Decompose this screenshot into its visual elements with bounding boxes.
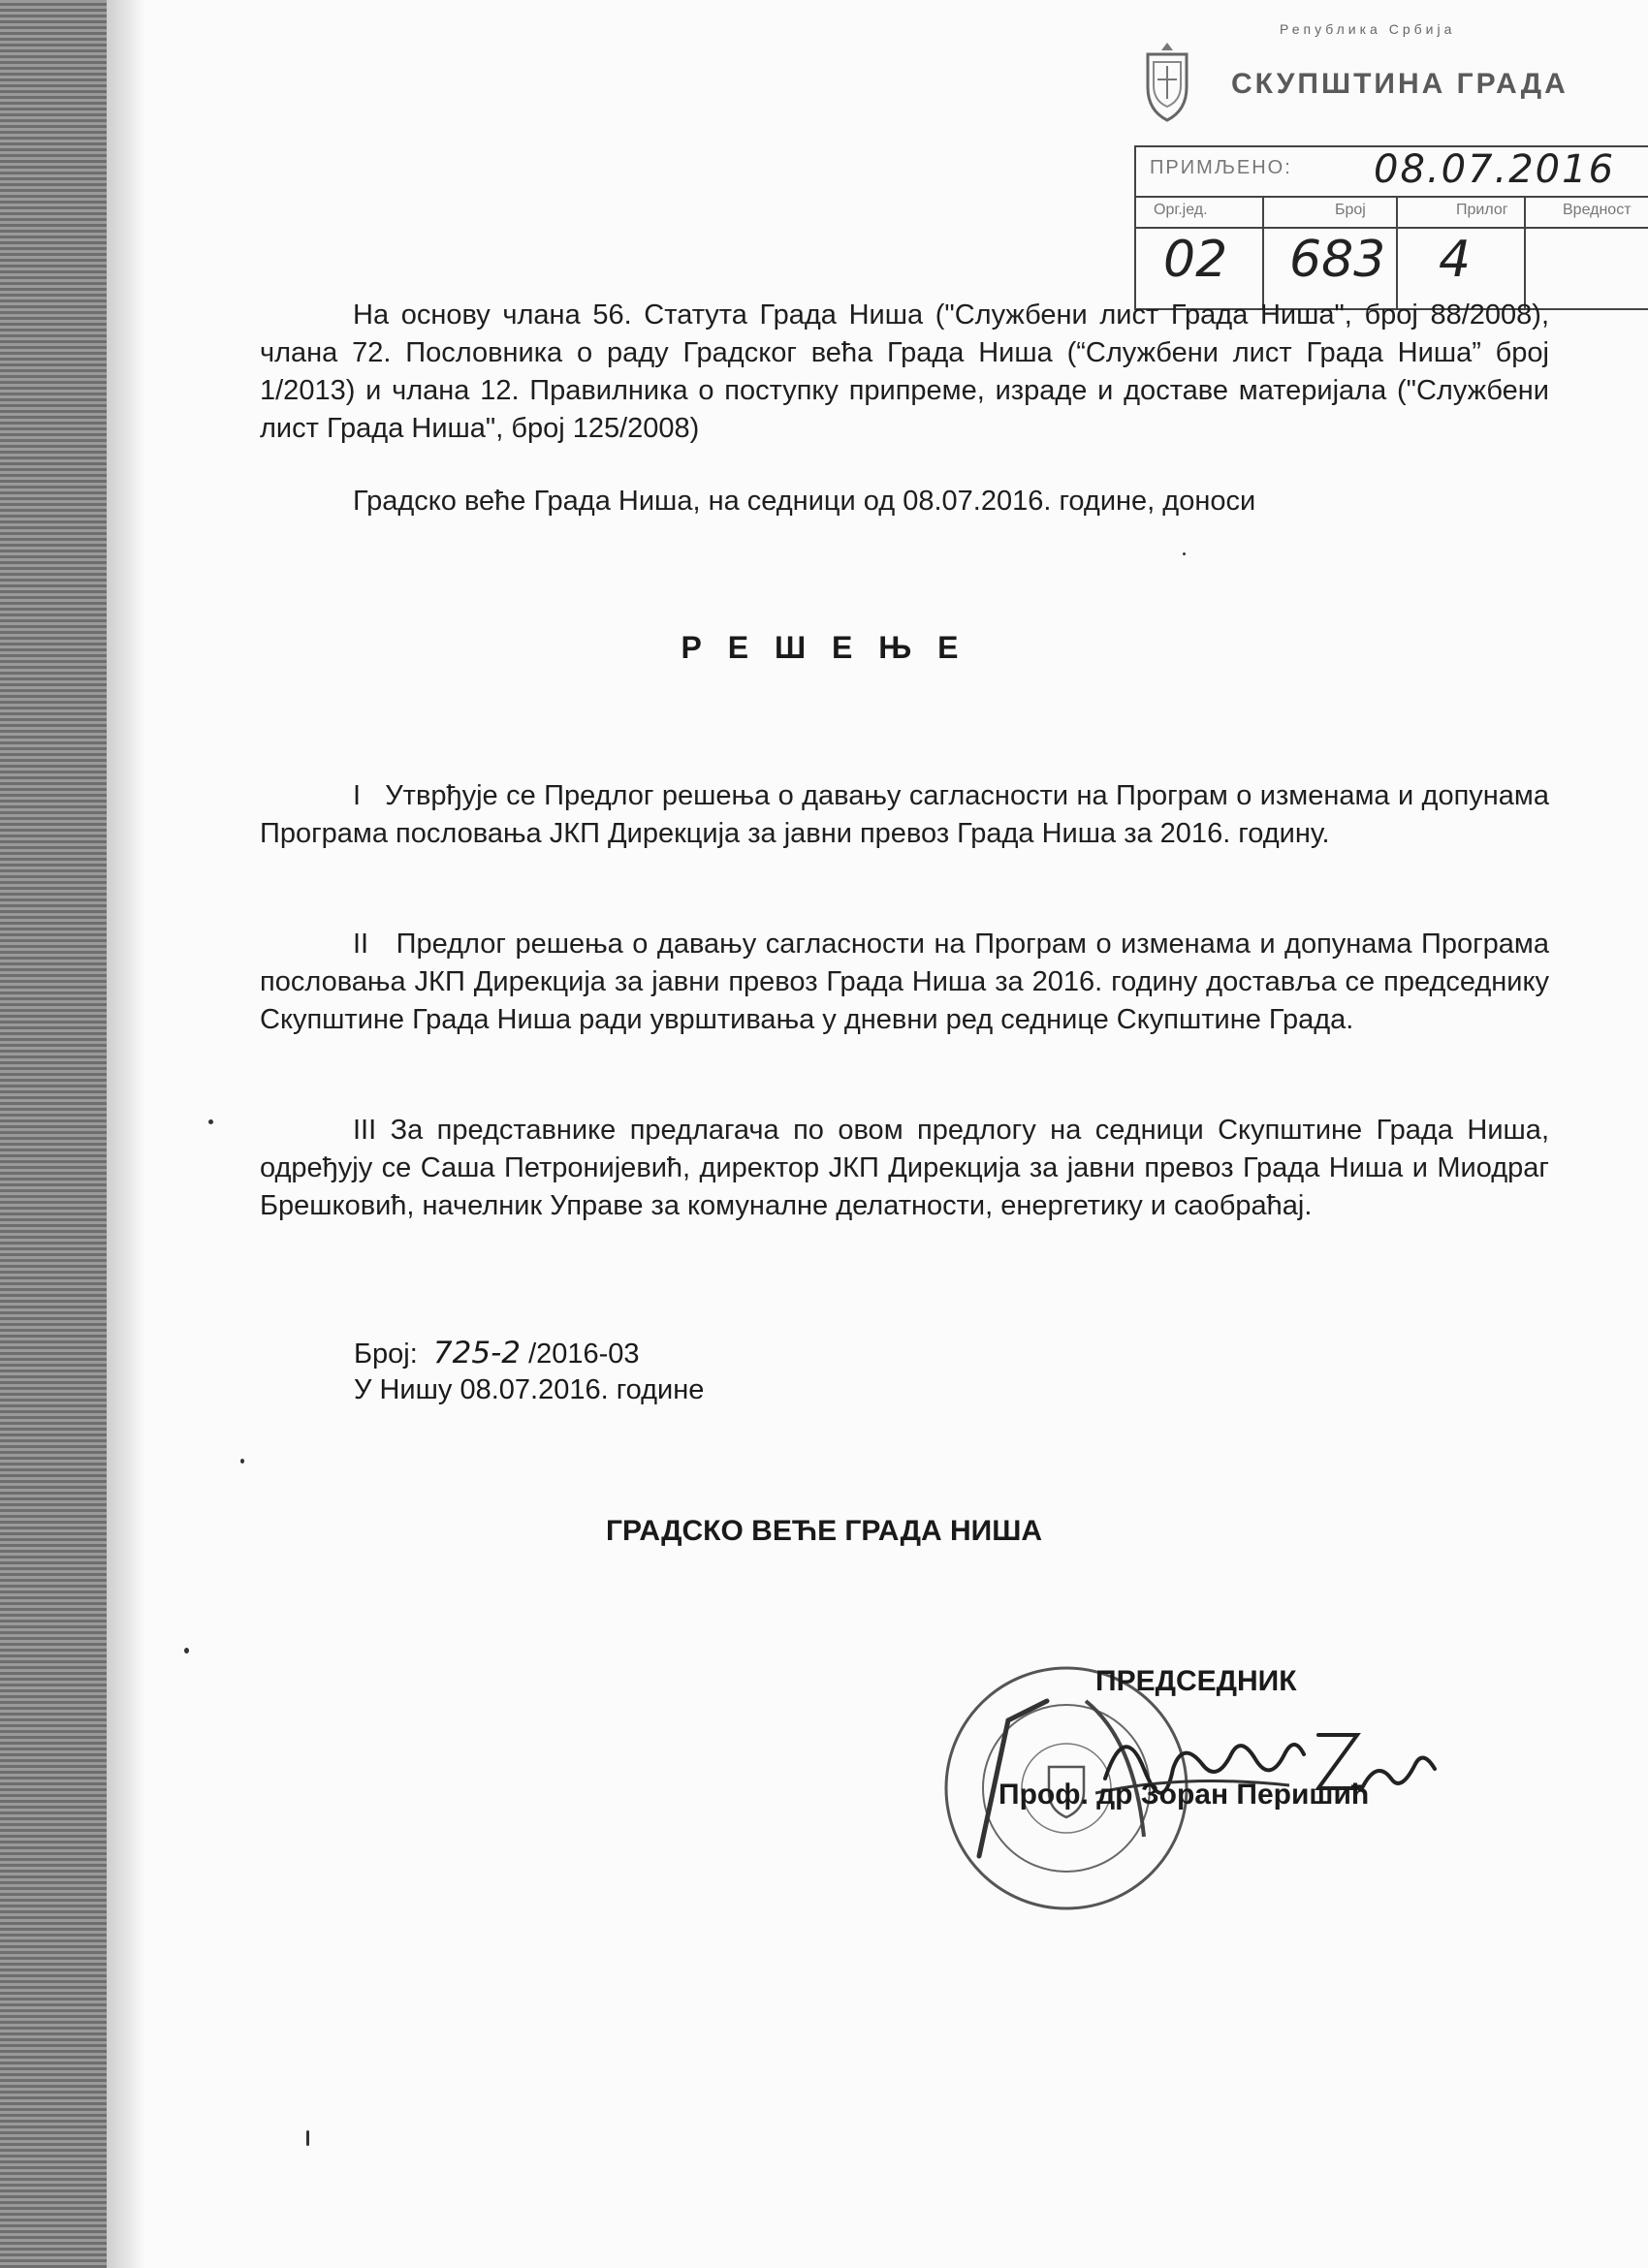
received-label: ПРИМЉЕНО: [1150,157,1292,178]
reference-number-label: Број: [354,1339,418,1370]
section-2 [260,926,1549,1039]
stamp-divider [1524,196,1526,310]
col-value-label: Вредност [1563,202,1632,218]
section-3 [260,1112,1549,1225]
preamble: На основу члана 56. Статута Града Ниша ("Службени лист Града Ниша", број 88/2008), члана 72. Пословника о раду Градског већа Града Ниша (“Службени лист Града Ниша” број 1/2013) и члана 12. Правилника о поступку припреме, израде и доставе материјала ("Службени лист Града Ниша", број 125/2008) [260,299,1549,444]
registration-row-headers [1136,196,1648,229]
section-1 [260,777,1549,853]
stamp-divider [1396,196,1398,310]
registration-row-received [1136,147,1648,198]
attachment-value: 4 [1439,231,1472,289]
decision-title: Р Е Ш Е Њ Е [681,630,967,665]
reference-number-suffix: /2016-03 [528,1339,640,1370]
signatory-role: ПРЕДСЕДНИК [1095,1665,1297,1697]
col-number-label: Број [1335,202,1366,218]
stamp-divider [1262,196,1264,310]
page-shadow [107,0,145,2268]
signatory-name: Проф. др Зоран Перишић [998,1779,1370,1811]
scan-speck [306,2130,309,2146]
received-date: 08.07.2016 [1374,147,1616,192]
col-org-label: Орг.јед. [1154,202,1208,218]
section-number: II [353,929,369,960]
registration-issuer: СКУПШТИНА ГРАДА [1231,68,1569,100]
section-number: III [353,1115,377,1146]
scan-speck [1183,552,1186,555]
intro-line: Градско веће Града Ниша, на седници од 08.07.2016. године, доноси [353,486,1256,517]
registration-stamp-box [1134,145,1648,310]
registration-top-line: Република Србија [1280,21,1456,37]
reference-number-handwritten: 725-2 [432,1336,522,1370]
section-text: Утврђује се Предлог решења о давању сагласности на Програм о изменама и допунама Програма пословања ЈКП Дирекција за јавни превоз Града Ниша за 2016. годину. [260,780,1550,849]
council-name: ГРАДСКО ВЕЋЕ ГРАДА НИША [605,1515,1042,1547]
section-text: За представнике предлагача по овом предлогу на седници Скупштине Града Ниша, одређују се Саша Петронијевић, директор ЈКП Дирекција за јавни превоз Града Ниша и Миодраг Брешковић, начелник Управе за комуналне делатности, енергетику и саобраћај. [260,1115,1549,1221]
registry-number-value: 683 [1289,231,1386,289]
coat-of-arms-icon [1134,39,1200,126]
col-attachment-label: Прилог [1456,202,1508,218]
scan-speck [208,1119,213,1124]
section-text: Предлог решења о давању сагласности на Програм о изменама и допунама Програма пословања ЈКП Дирекција за јавни превоз Града Ниша за 2016. годину доставља се председнику Скупштине Града Ниша ради уврштивања у дневни ред седнице Скупштине Града. [260,929,1549,1035]
place-date: У Нишу 08.07.2016. године [354,1374,705,1405]
org-unit-value: 02 [1163,231,1228,289]
scan-speck [240,1459,244,1464]
section-number: I [353,780,362,811]
reference-number [354,1336,640,1370]
scan-speck [184,1648,189,1654]
